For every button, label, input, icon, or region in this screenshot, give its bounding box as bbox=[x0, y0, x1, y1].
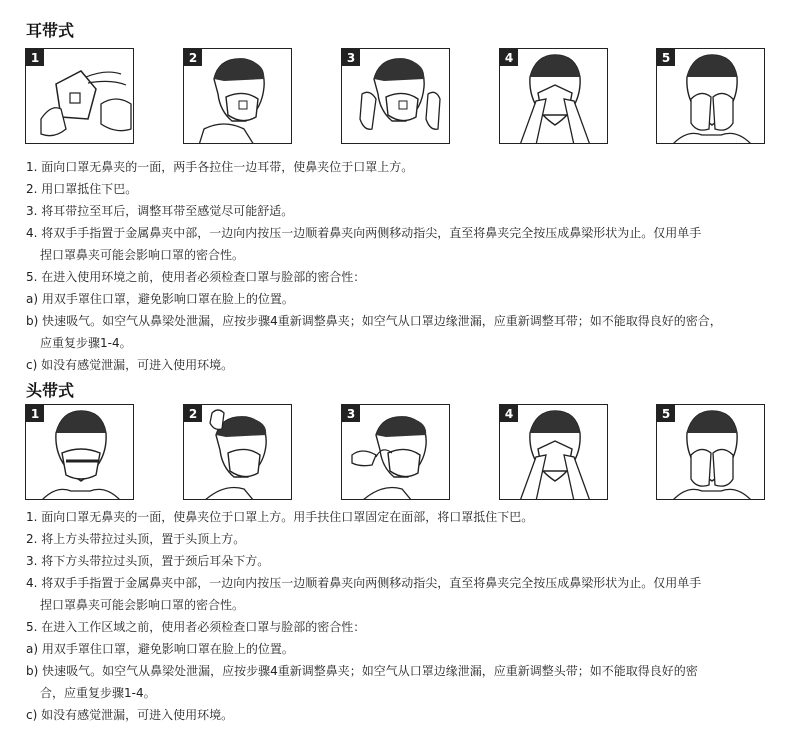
instruction-line: 2. 将上方头带拉过头顶，置于头顶上方。 bbox=[26, 532, 246, 546]
step-number: 1 bbox=[26, 405, 44, 422]
step-number: 5 bbox=[657, 405, 675, 422]
instruction-line: 2. 用口罩抵住下巴。 bbox=[26, 182, 138, 196]
head-step-5-illustration bbox=[656, 404, 765, 500]
step-number: 2 bbox=[184, 49, 202, 66]
step-number: 3 bbox=[342, 49, 360, 66]
step-number: 5 bbox=[657, 49, 675, 66]
instruction-line: 1. 面向口罩无鼻夹的一面，两手各拉住一边耳带，使鼻夹位于口罩上方。 bbox=[26, 160, 414, 174]
instruction-line: c) 如没有感觉泄漏，可进入使用环境。 bbox=[26, 708, 234, 722]
head-step-4-illustration bbox=[499, 404, 608, 500]
step-number: 1 bbox=[26, 49, 44, 66]
ear-loop-instructions bbox=[26, 156, 771, 376]
instruction-line: 5. 在进入使用环境之前，使用者必须检查口罩与脸部的密合性： bbox=[26, 270, 366, 284]
instruction-line-continued: 捏口罩鼻夹可能会影响口罩的密合性。 bbox=[40, 248, 245, 262]
instruction-line: c) 如没有感觉泄漏，可进入使用环境。 bbox=[26, 358, 234, 372]
head-strap-illustrations bbox=[25, 404, 765, 504]
step-number: 4 bbox=[500, 405, 518, 422]
section-title-ear-loop: 耳带式 bbox=[26, 21, 75, 40]
instruction-line: b) 快速吸气。如空气从鼻梁处泄漏，应按步骤4重新调整鼻夹；如空气从口罩边缘泄漏，应重新调整耳带；如不能取得良好的密合， bbox=[26, 314, 722, 328]
step-number: 4 bbox=[500, 49, 518, 66]
instruction-line: 3. 将耳带拉至耳后，调整耳带至感觉尽可能舒适。 bbox=[26, 204, 294, 218]
head-step-2-illustration bbox=[183, 404, 292, 500]
instruction-line: a) 用双手罩住口罩，避免影响口罩在脸上的位置。 bbox=[26, 292, 294, 306]
instruction-line: 4. 将双手手指置于金属鼻夹中部，一边向内按压一边顺着鼻夹向两侧移动指尖，直至将鼻夹完全按压成鼻梁形状为止。仅用单手 bbox=[26, 226, 702, 240]
ear-step-3-illustration bbox=[341, 48, 450, 144]
instruction-line-continued: 合，应重复步骤1-4。 bbox=[40, 686, 156, 700]
instruction-line-continued: 应重复步骤1-4。 bbox=[40, 336, 132, 350]
ear-step-1-illustration bbox=[25, 48, 134, 144]
instruction-line: 3. 将下方头带拉过头顶，置于颈后耳朵下方。 bbox=[26, 554, 270, 568]
step-number: 3 bbox=[342, 405, 360, 422]
head-step-1-illustration bbox=[25, 404, 134, 500]
instruction-line: b) 快速吸气。如空气从鼻梁处泄漏，应按步骤4重新调整鼻夹；如空气从口罩边缘泄漏，应重新调整头带；如不能取得良好的密 bbox=[26, 664, 698, 678]
ear-step-5-illustration bbox=[656, 48, 765, 144]
step-number: 2 bbox=[184, 405, 202, 422]
instruction-line-continued: 捏口罩鼻夹可能会影响口罩的密合性。 bbox=[40, 598, 245, 612]
head-strap-instructions bbox=[26, 506, 771, 726]
ear-step-4-illustration bbox=[499, 48, 608, 144]
head-step-3-illustration bbox=[341, 404, 450, 500]
instruction-line: 4. 将双手手指置于金属鼻夹中部，一边向内按压一边顺着鼻夹向两侧移动指尖，直至将鼻夹完全按压成鼻梁形状为止。仅用单手 bbox=[26, 576, 702, 590]
instruction-line: a) 用双手罩住口罩，避免影响口罩在脸上的位置。 bbox=[26, 642, 294, 656]
ear-step-2-illustration bbox=[183, 48, 292, 144]
instruction-line: 5. 在进入工作区域之前，使用者必须检查口罩与脸部的密合性： bbox=[26, 620, 366, 634]
section-title-head-strap: 头带式 bbox=[26, 381, 75, 400]
instruction-line: 1. 面向口罩无鼻夹的一面，使鼻夹位于口罩上方。用手扶住口罩固定在面部，将口罩抵住下巴。 bbox=[26, 510, 534, 524]
ear-loop-illustrations bbox=[25, 48, 765, 148]
